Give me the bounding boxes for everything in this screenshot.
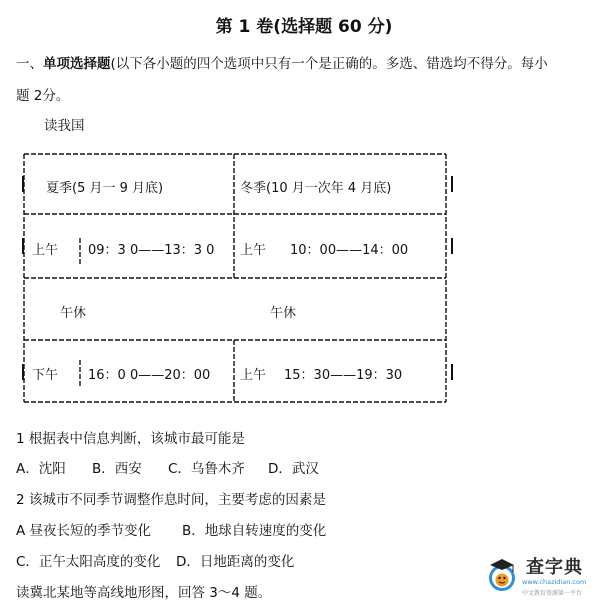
question-2-option-c: C．正午太阳高度的变化 (16, 554, 161, 570)
question-1-option-c: C．乌鲁木齐 (168, 461, 245, 477)
section-heading: 单项选择题 (43, 56, 111, 72)
table-cell-summer-pm-label: 下午 (32, 368, 59, 383)
table-cell-summer-noon: 午休 (60, 306, 87, 321)
table-cell-winter-pm-label: 上午 (240, 368, 267, 383)
table-cell-winter-header: 冬季(10 月一次年 4 月底) (240, 181, 392, 196)
final-line: 读冀北某地等高线地形图，回答 3～4 题。 (16, 585, 272, 601)
question-1-stem: 1 根据表中信息判断，该城市最可能是 (16, 431, 245, 447)
question-2-stem: 2 该城市不同季节调整作息时间，主要考虑的因素是 (16, 492, 326, 508)
section-instruction: (以下各小题的四个选项中只有一个是正确的。多选、错选均不得分。每小 (110, 56, 548, 72)
section-number: 一、 (16, 56, 43, 72)
watermark-slogan: 中文教育资源第一平台 (522, 590, 583, 597)
question-2-option-d: D．日地距离的变化 (176, 554, 295, 570)
question-1-option-b: B．西安 (92, 461, 142, 477)
table-cell-winter-am-label: 上午 (240, 243, 267, 258)
table-cell-winter-pm-time: 15：30——19：30 (284, 368, 403, 383)
table-cell-summer-pm-time: 16：0 0——20：00 (88, 368, 211, 383)
page-title: 第 1 卷(选择题 60 分) (215, 17, 393, 37)
watermark-url: www.chazidian.com (522, 578, 587, 586)
section-instruction-line-2: 题 2分。 (16, 88, 70, 104)
table-cell-summer-header: 夏季(5 月一 9 月底) (46, 181, 164, 196)
table-cell-summer-am-label: 上午 (32, 243, 59, 258)
watermark-name: 查字典 (526, 557, 583, 578)
question-2-option-a: A 昼夜长短的季节变化 (16, 523, 152, 539)
table-cell-summer-am-time: 09：3 0——13：3 0 (88, 243, 215, 258)
question-2-option-b: B．地球自转速度的变化 (182, 523, 327, 539)
table-cell-winter-am-time: 10：00——14：00 (290, 243, 409, 258)
reading-intro: 读我国 (44, 118, 85, 134)
question-1-option-d: D．武汉 (268, 461, 319, 477)
table-cell-winter-noon: 午休 (270, 306, 297, 321)
question-1-option-a: A．沈阳 (16, 461, 66, 477)
